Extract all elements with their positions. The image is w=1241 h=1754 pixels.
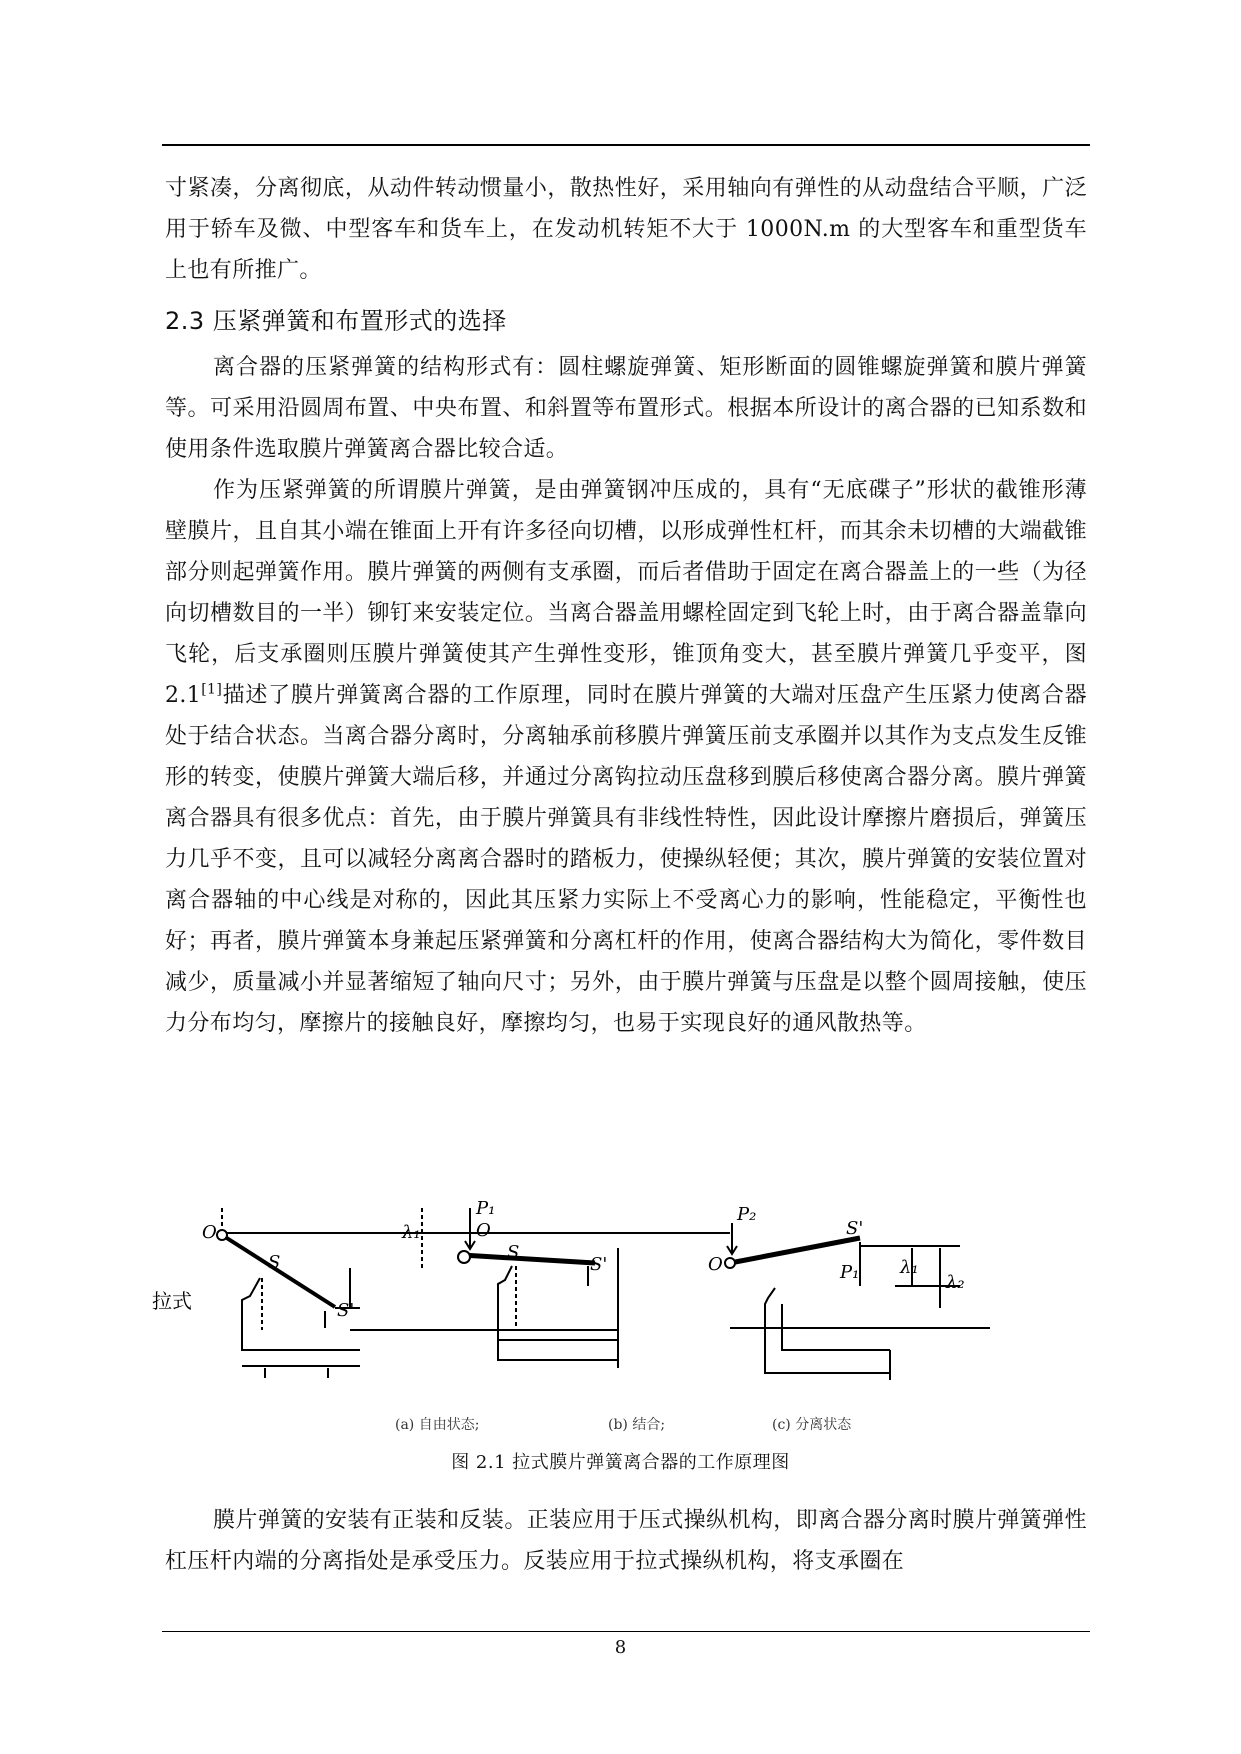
label-p1: P₁ xyxy=(476,1198,496,1219)
label-o-b: O xyxy=(476,1220,491,1241)
paragraph-diaphragm-text-a: 作为压紧弹簧的所谓膜片弹簧，是由弹簧钢冲压成的，具有“无底碟子”形状的截锥形薄壁膜片，且自其小端在锥面上开有许多径向切槽，以形成弹性杠杆，而其余未切槽的大端截锥部分则起弹簧作用。膜片弹簧的两侧有支承圈，而后者借助于固定在离合器盖上的一些（为径向切槽数目的一半）铆钉来安装定位。当离合器盖用螺栓固定到飞轮上时，由于离合器盖靠向飞轮，后支承圈则压膜片弹簧使其产生弹性变形，锥顶角变大，甚至膜片弹簧几乎变平，图 2.1 xyxy=(165,478,1087,708)
page-number: 8 xyxy=(614,1637,627,1658)
pivot-b xyxy=(458,1251,470,1263)
paragraph-diaphragm-spring xyxy=(165,470,1087,1044)
header-rule xyxy=(162,144,1090,146)
pivot-a xyxy=(217,1230,227,1240)
label-lambda1-c: λ₁ xyxy=(900,1257,919,1278)
figure-subcaptions xyxy=(0,1414,900,1436)
section-heading: 2.3 压紧弹簧和布置形式的选择 xyxy=(165,307,507,335)
subcaption-b: (b) 结合; xyxy=(608,1417,666,1433)
label-lambda2-c: λ₂ xyxy=(946,1272,965,1293)
subcaption-a: (a) 自由状态; xyxy=(395,1417,480,1433)
pivot-c xyxy=(725,1258,735,1268)
paragraph-continuation: 寸紧凑，分离彻底，从动件转动惯量小，散热性好，采用轴向有弹性的从动盘结合平顺，广泛用于轿车及微、中型客车和货车上，在发动机转矩不大于 1000N.m 的大型客车和重型货车上也有所推广。 xyxy=(165,176,1087,283)
label-sprime-c: S' xyxy=(846,1218,864,1239)
body-text-bottom xyxy=(165,1500,1087,1582)
paragraph-spring-types: 离合器的压紧弹簧的结构形式有：圆柱螺旋弹簧、矩形断面的圆锥螺旋弹簧和膜片弹簧等。可采用沿圆周布置、中央布置、和斜置等布置形式。根据本所设计的离合器的已知系数和使用条件选取膜片弹簧离合器比较合适。 xyxy=(165,355,1087,462)
side-label: 拉式 xyxy=(152,1289,192,1313)
citation-ref: [1] xyxy=(201,681,223,698)
label-s-a: S xyxy=(268,1252,281,1273)
label-o-c: O xyxy=(708,1254,723,1275)
subcaption-c: (c) 分离状态 xyxy=(772,1417,852,1433)
label-p1-c: P₁ xyxy=(840,1262,860,1283)
label-lambda-b: λ₁ xyxy=(402,1222,421,1243)
housing-c xyxy=(765,1288,890,1373)
label-sprime-b: S' xyxy=(590,1254,608,1275)
body-text-top xyxy=(165,168,1087,1044)
footer-rule xyxy=(162,1631,1090,1632)
figure-caption: 图 2.1 拉式膜片弹簧离合器的工作原理图 xyxy=(451,1452,790,1473)
paragraph-installation: 膜片弹簧的安装有正装和反装。正装应用于压式操纵机构，即离合器分离时膜片弹簧弹性杠压杆内端的分离指处是承受压力。反装应用于拉式操纵机构，将支承圈在 xyxy=(165,1508,1087,1574)
spring-b xyxy=(462,1255,595,1263)
label-p2: P₂ xyxy=(737,1204,757,1225)
label-s-b: S xyxy=(507,1242,520,1263)
label-sprime-a: S' xyxy=(337,1300,355,1321)
spring-c xyxy=(730,1238,860,1263)
paragraph-diaphragm-text-b: 描述了膜片弹簧离合器的工作原理，同时在膜片弹簧的大端对压盘产生压紧力使离合器处于结合状态。当离合器分离时，分离轴承前移膜片弹簧压前支承圈并以其作为支点发生反锥形的转变，使膜片弹簧大端后移，并通过分离钩拉动压盘移到膜后移使离合器分离。膜片弹簧离合器具有很多优点：首先，由于膜片弹簧具有非线性特性，因此设计摩擦片磨损后，弹簧压力几乎不变，且可以减轻分离离合器时的踏板力，使操纵轻便；其次，膜片弹簧的安装位置对离合器轴的中心线是对称的，因此其压紧力实际上不受离心力的影响，性能稳定，平衡性也好；再者，膜片弹簧本身兼起压紧弹簧和分离杠杆的作用，使离合器结构大为简化，零件数目减少，质量减小并显著缩短了轴向尺寸；另外，由于膜片弹簧与压盘是以整个圆周接触，使压力分布均匀，摩擦片的接触良好，摩擦均匀，也易于实现良好的通风散热等。 xyxy=(165,683,1087,1036)
label-o-a: O xyxy=(202,1222,217,1243)
clutch-diagram-drawing xyxy=(152,1198,1100,1438)
